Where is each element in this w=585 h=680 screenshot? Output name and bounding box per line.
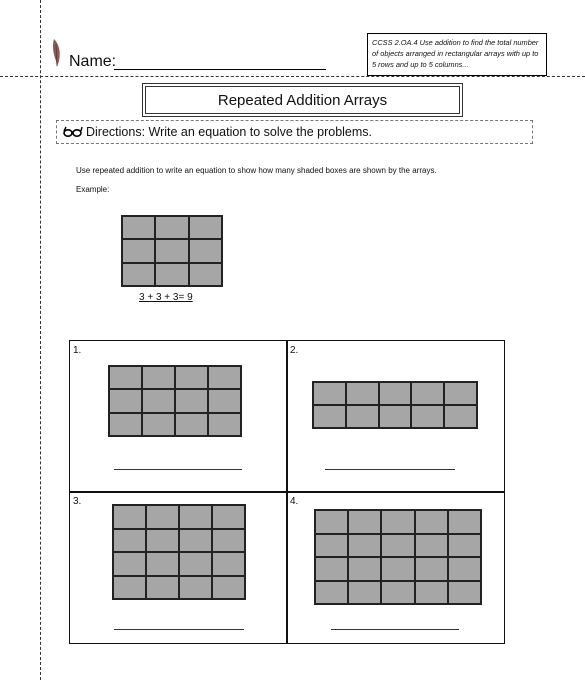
array-cell <box>212 552 245 576</box>
array-cell <box>179 576 212 600</box>
directions-text: Directions: Write an equation to solve the problems. <box>86 125 373 139</box>
name-field-line[interactable] <box>114 69 326 70</box>
array-cell <box>348 534 381 558</box>
vertical-cut-line <box>40 0 41 680</box>
array-cell <box>346 405 379 428</box>
problem-3-array <box>112 504 246 600</box>
array-cell <box>142 366 175 389</box>
array-cell <box>179 529 212 553</box>
array-cell <box>146 505 179 529</box>
answer-line[interactable] <box>325 469 455 470</box>
array-cell <box>411 405 444 428</box>
array-cell <box>155 216 188 239</box>
array-cell <box>444 382 477 405</box>
example-equation: 3 + 3 + 3= 9 <box>139 292 193 303</box>
example-array <box>121 215 223 287</box>
array-cell <box>348 510 381 534</box>
array-cell <box>315 581 348 605</box>
array-cell <box>146 576 179 600</box>
array-cell <box>109 366 142 389</box>
array-cell <box>208 366 241 389</box>
problem-1-array <box>108 365 242 437</box>
array-cell <box>113 576 146 600</box>
array-cell <box>142 389 175 412</box>
array-cell <box>146 552 179 576</box>
array-cell <box>315 557 348 581</box>
array-cell <box>415 534 448 558</box>
standard-box: CCSS 2.OA.4 Use addition to find the total number of objects arranged in rectangular arrays with up to 5 rows and up to 5 columns... <box>367 33 547 76</box>
array-cell <box>212 505 245 529</box>
array-cell <box>175 366 208 389</box>
instruction-text: Use repeated addition to write an equation to show how many shaded boxes are shown by the arrays. <box>76 166 437 175</box>
array-cell <box>109 389 142 412</box>
array-cell <box>109 413 142 436</box>
array-cell <box>381 534 414 558</box>
problem-1-box <box>69 340 288 493</box>
array-cell <box>448 581 481 605</box>
array-cell <box>411 382 444 405</box>
array-cell <box>113 552 146 576</box>
array-cell <box>155 239 188 262</box>
array-cell <box>146 529 179 553</box>
array-cell <box>189 239 222 262</box>
problem-2-box <box>286 340 505 493</box>
problem-number: 1. <box>73 345 82 356</box>
array-cell <box>208 389 241 412</box>
directions-bar <box>56 120 533 144</box>
problem-number: 3. <box>73 496 82 507</box>
array-cell <box>381 581 414 605</box>
array-cell <box>142 413 175 436</box>
problem-4-box <box>286 491 505 644</box>
array-cell <box>448 510 481 534</box>
horizontal-cut-line <box>0 76 585 77</box>
array-cell <box>189 263 222 286</box>
array-cell <box>179 505 212 529</box>
answer-line[interactable] <box>331 629 459 630</box>
array-cell <box>415 510 448 534</box>
problem-number: 2. <box>290 345 299 356</box>
array-cell <box>379 405 412 428</box>
problem-2-array <box>312 381 478 429</box>
array-cell <box>175 389 208 412</box>
array-cell <box>448 534 481 558</box>
array-cell <box>122 216 155 239</box>
array-cell <box>315 510 348 534</box>
array-cell <box>415 557 448 581</box>
array-cell <box>315 534 348 558</box>
array-cell <box>346 382 379 405</box>
answer-line[interactable] <box>114 629 244 630</box>
array-cell <box>212 529 245 553</box>
array-cell <box>155 263 188 286</box>
array-cell <box>179 552 212 576</box>
array-cell <box>381 510 414 534</box>
array-cell <box>208 413 241 436</box>
answer-line[interactable] <box>114 469 242 470</box>
glasses-icon <box>63 126 83 138</box>
page-title: Repeated Addition Arrays <box>145 86 460 114</box>
array-cell <box>348 581 381 605</box>
quill-icon <box>52 38 62 68</box>
problem-4-array <box>314 509 482 605</box>
array-cell <box>448 557 481 581</box>
array-cell <box>415 581 448 605</box>
array-cell <box>175 413 208 436</box>
example-label: Example: <box>76 185 110 194</box>
array-cell <box>212 576 245 600</box>
array-cell <box>444 405 477 428</box>
array-cell <box>313 382 346 405</box>
array-cell <box>122 239 155 262</box>
array-cell <box>348 557 381 581</box>
array-cell <box>113 505 146 529</box>
array-cell <box>189 216 222 239</box>
array-cell <box>379 382 412 405</box>
array-cell <box>381 557 414 581</box>
title-box <box>142 83 463 117</box>
array-cell <box>313 405 346 428</box>
array-cell <box>113 529 146 553</box>
problem-3-box <box>69 491 288 644</box>
array-cell <box>122 263 155 286</box>
name-label: Name: <box>69 53 117 70</box>
problem-number: 4. <box>290 496 299 507</box>
